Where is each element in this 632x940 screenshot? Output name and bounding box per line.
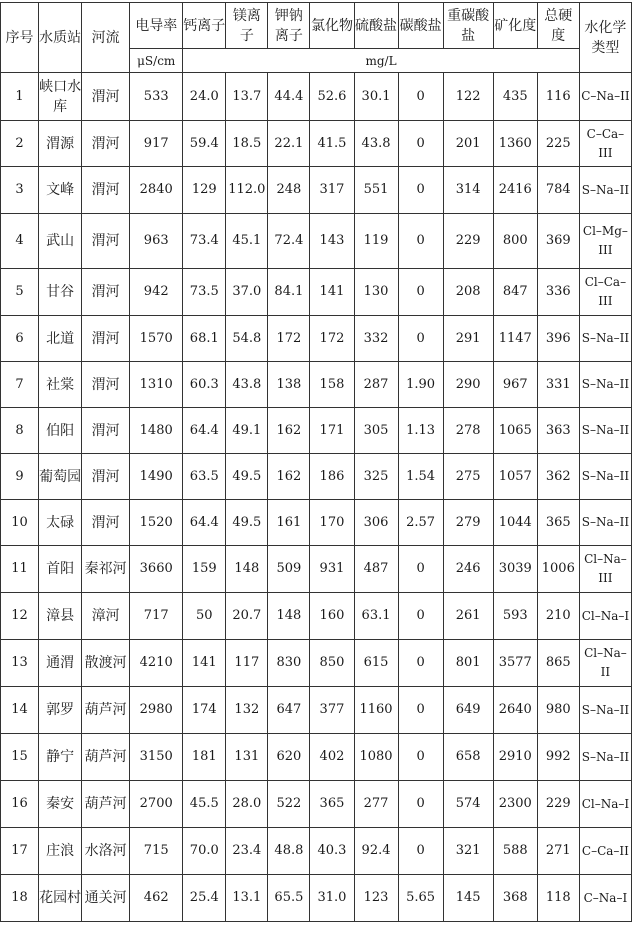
cell-magnesium: 148 [226,546,268,593]
cell-chem-type: Cl–Na–II [579,640,631,687]
cell-potassium-sodium: 84.1 [268,269,310,316]
cell-hardness: 116 [537,73,579,121]
cell-conductivity: 1310 [130,362,183,408]
cell-chloride: 31.0 [310,875,354,922]
header-hardness: 总硬度 [537,3,579,49]
cell-potassium-sodium: 22.1 [268,121,310,167]
cell-conductivity: 963 [130,214,183,269]
cell-no: 10 [1,500,39,546]
cell-chloride: 931 [310,546,354,593]
cell-no: 17 [1,828,39,875]
cell-chloride: 171 [310,408,354,454]
cell-chloride: 402 [310,734,354,781]
table-row [1,269,632,316]
cell-mineralization: 1360 [493,121,537,167]
table-row [1,167,632,214]
cell-station: 葡萄园 [39,454,82,500]
cell-river: 散渡河 [82,640,130,687]
cell-conductivity: 1570 [130,316,183,362]
cell-carbonate: 0 [398,167,443,214]
cell-hardness: 225 [537,121,579,167]
header-calcium: 钙离子 [183,3,226,49]
cell-hardness: 784 [537,167,579,214]
cell-potassium-sodium: 65.5 [268,875,310,922]
cell-chloride: 160 [310,593,354,640]
cell-conductivity: 462 [130,875,183,922]
table-row [1,454,632,500]
cell-potassium-sodium: 509 [268,546,310,593]
cell-hardness: 229 [537,781,579,828]
cell-mineralization: 2640 [493,687,537,734]
cell-station: 庄浪 [39,828,82,875]
cell-potassium-sodium: 148 [268,593,310,640]
cell-river: 漳河 [82,593,130,640]
cell-potassium-sodium: 72.4 [268,214,310,269]
cell-chem-type: Cl–Na–I [579,593,631,640]
cell-conductivity: 2700 [130,781,183,828]
cell-calcium: 64.4 [183,500,226,546]
cell-potassium-sodium: 48.8 [268,828,310,875]
cell-chem-type: C–Na–II [579,73,631,121]
cell-conductivity: 717 [130,593,183,640]
cell-station: 静宁 [39,734,82,781]
cell-mineralization: 3039 [493,546,537,593]
cell-chloride: 172 [310,316,354,362]
cell-river: 渭河 [82,500,130,546]
cell-magnesium: 18.5 [226,121,268,167]
cell-hardness: 396 [537,316,579,362]
cell-station: 郭罗 [39,687,82,734]
header-magnesium: 镁离子 [226,3,268,49]
cell-hardness: 369 [537,214,579,269]
cell-bicarbonate: 574 [443,781,493,828]
cell-bicarbonate: 801 [443,640,493,687]
cell-sulfate: 325 [354,454,398,500]
cell-river: 渭河 [82,316,130,362]
cell-mineralization: 1147 [493,316,537,362]
cell-chem-type: S–Na–II [579,687,631,734]
cell-carbonate: 0 [398,214,443,269]
header-river: 河流 [82,3,130,73]
cell-calcium: 50 [183,593,226,640]
cell-station: 武山 [39,214,82,269]
cell-chem-type: S–Na–II [579,454,631,500]
cell-mineralization: 368 [493,875,537,922]
cell-river: 通关河 [82,875,130,922]
header-chem-type: 水化学类型 [579,3,631,73]
cell-calcium: 60.3 [183,362,226,408]
cell-conductivity: 533 [130,73,183,121]
cell-calcium: 73.4 [183,214,226,269]
cell-hardness: 271 [537,828,579,875]
cell-chloride: 377 [310,687,354,734]
cell-hardness: 865 [537,640,579,687]
table-row [1,546,632,593]
cell-chloride: 850 [310,640,354,687]
cell-chem-type: Cl–Ca–III [579,269,631,316]
cell-conductivity: 1520 [130,500,183,546]
cell-calcium: 159 [183,546,226,593]
table-row [1,362,632,408]
cell-chloride: 40.3 [310,828,354,875]
cell-river: 渭河 [82,408,130,454]
header-sulfate: 硫酸盐 [354,3,398,49]
cell-no: 1 [1,73,39,121]
cell-conductivity: 715 [130,828,183,875]
table-row [1,875,632,922]
cell-no: 5 [1,269,39,316]
cell-no: 13 [1,640,39,687]
cell-carbonate: 0 [398,121,443,167]
cell-carbonate: 1.13 [398,408,443,454]
cell-chloride: 186 [310,454,354,500]
cell-magnesium: 49.5 [226,500,268,546]
cell-carbonate: 0 [398,734,443,781]
cell-magnesium: 13.7 [226,73,268,121]
cell-station: 文峰 [39,167,82,214]
cell-sulfate: 332 [354,316,398,362]
cell-magnesium: 28.0 [226,781,268,828]
cell-river: 渭河 [82,214,130,269]
cell-no: 9 [1,454,39,500]
cell-sulfate: 277 [354,781,398,828]
cell-station: 渭源 [39,121,82,167]
cell-potassium-sodium: 172 [268,316,310,362]
cell-magnesium: 131 [226,734,268,781]
water-quality-table [0,2,632,922]
cell-magnesium: 117 [226,640,268,687]
cell-mineralization: 1057 [493,454,537,500]
cell-hardness: 118 [537,875,579,922]
cell-river: 葫芦河 [82,781,130,828]
cell-calcium: 63.5 [183,454,226,500]
cell-sulfate: 287 [354,362,398,408]
cell-sulfate: 551 [354,167,398,214]
cell-calcium: 141 [183,640,226,687]
header-bicarbonate: 重碳酸盐 [443,3,493,49]
table-row [1,316,632,362]
cell-mineralization: 2910 [493,734,537,781]
cell-magnesium: 20.7 [226,593,268,640]
cell-sulfate: 487 [354,546,398,593]
cell-hardness: 1006 [537,546,579,593]
cell-potassium-sodium: 647 [268,687,310,734]
cell-magnesium: 54.8 [226,316,268,362]
cell-bicarbonate: 122 [443,73,493,121]
cell-sulfate: 92.4 [354,828,398,875]
cell-hardness: 210 [537,593,579,640]
cell-mineralization: 588 [493,828,537,875]
cell-conductivity: 3150 [130,734,183,781]
cell-chem-type: Cl–Na–III [579,546,631,593]
cell-sulfate: 1080 [354,734,398,781]
cell-station: 北道 [39,316,82,362]
cell-chem-type: Cl–Mg–III [579,214,631,269]
cell-carbonate: 0 [398,640,443,687]
cell-carbonate: 1.54 [398,454,443,500]
cell-calcium: 129 [183,167,226,214]
cell-carbonate: 1.90 [398,362,443,408]
cell-mineralization: 800 [493,214,537,269]
cell-conductivity: 4210 [130,640,183,687]
cell-mineralization: 435 [493,73,537,121]
cell-calcium: 174 [183,687,226,734]
cell-bicarbonate: 246 [443,546,493,593]
cell-calcium: 70.0 [183,828,226,875]
cell-mineralization: 847 [493,269,537,316]
cell-hardness: 363 [537,408,579,454]
cell-potassium-sodium: 138 [268,362,310,408]
cell-bicarbonate: 201 [443,121,493,167]
cell-magnesium: 49.1 [226,408,268,454]
cell-bicarbonate: 229 [443,214,493,269]
cell-hardness: 365 [537,500,579,546]
cell-bicarbonate: 279 [443,500,493,546]
cell-station: 甘谷 [39,269,82,316]
cell-sulfate: 30.1 [354,73,398,121]
cell-calcium: 25.4 [183,875,226,922]
table-row [1,828,632,875]
cell-bicarbonate: 275 [443,454,493,500]
cell-carbonate: 0 [398,781,443,828]
cell-conductivity: 2840 [130,167,183,214]
cell-conductivity: 3660 [130,546,183,593]
cell-station: 花园村 [39,875,82,922]
cell-sulfate: 130 [354,269,398,316]
cell-mineralization: 593 [493,593,537,640]
table-row [1,734,632,781]
cell-calcium: 68.1 [183,316,226,362]
cell-magnesium: 23.4 [226,828,268,875]
cell-river: 渭河 [82,269,130,316]
header-potassium-sodium: 钾钠离子 [268,3,310,49]
table-row [1,593,632,640]
cell-hardness: 992 [537,734,579,781]
cell-magnesium: 132 [226,687,268,734]
cell-river: 水洛河 [82,828,130,875]
cell-bicarbonate: 291 [443,316,493,362]
table-row [1,408,632,454]
cell-sulfate: 1160 [354,687,398,734]
table-row [1,781,632,828]
cell-calcium: 73.5 [183,269,226,316]
unit-conductivity: μS/cm [130,49,183,73]
cell-chloride: 52.6 [310,73,354,121]
cell-hardness: 331 [537,362,579,408]
cell-chloride: 41.5 [310,121,354,167]
cell-bicarbonate: 649 [443,687,493,734]
cell-potassium-sodium: 161 [268,500,310,546]
cell-chem-type: S–Na–II [579,167,631,214]
cell-station: 秦安 [39,781,82,828]
cell-potassium-sodium: 162 [268,454,310,500]
cell-river: 渭河 [82,454,130,500]
cell-mineralization: 967 [493,362,537,408]
cell-station: 通渭 [39,640,82,687]
cell-station: 社棠 [39,362,82,408]
cell-chloride: 365 [310,781,354,828]
cell-no: 16 [1,781,39,828]
cell-carbonate: 5.65 [398,875,443,922]
cell-bicarbonate: 145 [443,875,493,922]
cell-potassium-sodium: 44.4 [268,73,310,121]
table-row [1,687,632,734]
cell-calcium: 59.4 [183,121,226,167]
cell-station: 峡口水库 [39,73,82,121]
cell-station: 首阳 [39,546,82,593]
cell-bicarbonate: 314 [443,167,493,214]
table-row [1,500,632,546]
cell-carbonate: 0 [398,316,443,362]
cell-chloride: 143 [310,214,354,269]
cell-hardness: 980 [537,687,579,734]
cell-hardness: 336 [537,269,579,316]
header-carbonate: 碳酸盐 [398,3,443,49]
cell-sulfate: 615 [354,640,398,687]
cell-carbonate: 2.57 [398,500,443,546]
table-body [1,73,632,922]
cell-potassium-sodium: 522 [268,781,310,828]
cell-potassium-sodium: 248 [268,167,310,214]
cell-chem-type: Cl–Na–I [579,781,631,828]
cell-mineralization: 1044 [493,500,537,546]
table-row [1,640,632,687]
cell-potassium-sodium: 830 [268,640,310,687]
cell-carbonate: 0 [398,593,443,640]
cell-chem-type: S–Na–II [579,500,631,546]
cell-magnesium: 45.1 [226,214,268,269]
header-no: 序号 [1,3,39,73]
cell-no: 6 [1,316,39,362]
cell-chem-type: C–Ca–II [579,828,631,875]
cell-no: 8 [1,408,39,454]
cell-sulfate: 43.8 [354,121,398,167]
cell-river: 葫芦河 [82,734,130,781]
table-header [1,3,632,73]
cell-station: 太碌 [39,500,82,546]
cell-no: 15 [1,734,39,781]
cell-chloride: 141 [310,269,354,316]
cell-river: 渭河 [82,167,130,214]
cell-sulfate: 306 [354,500,398,546]
header-chloride: 氯化物 [310,3,354,49]
cell-chem-type: S–Na–II [579,408,631,454]
cell-mineralization: 1065 [493,408,537,454]
cell-river: 葫芦河 [82,687,130,734]
cell-no: 18 [1,875,39,922]
cell-bicarbonate: 278 [443,408,493,454]
cell-chem-type: C–Na–I [579,875,631,922]
cell-river: 秦祁河 [82,546,130,593]
cell-magnesium: 37.0 [226,269,268,316]
header-station: 水质站 [39,3,82,73]
cell-chloride: 317 [310,167,354,214]
header-mineralization: 矿化度 [493,3,537,49]
cell-magnesium: 43.8 [226,362,268,408]
cell-carbonate: 0 [398,687,443,734]
cell-carbonate: 0 [398,828,443,875]
cell-river: 渭河 [82,121,130,167]
cell-no: 3 [1,167,39,214]
cell-magnesium: 49.5 [226,454,268,500]
cell-river: 渭河 [82,362,130,408]
table-row [1,121,632,167]
cell-mineralization: 2300 [493,781,537,828]
cell-bicarbonate: 290 [443,362,493,408]
cell-chem-type: S–Na–II [579,316,631,362]
cell-chloride: 158 [310,362,354,408]
header-conductivity: 电导率 [130,3,183,49]
cell-calcium: 24.0 [183,73,226,121]
cell-mineralization: 3577 [493,640,537,687]
cell-station: 伯阳 [39,408,82,454]
cell-chem-type: C–Ca–III [579,121,631,167]
cell-chloride: 170 [310,500,354,546]
cell-hardness: 362 [537,454,579,500]
unit-mgl: mg/L [183,49,580,73]
cell-bicarbonate: 658 [443,734,493,781]
cell-sulfate: 123 [354,875,398,922]
cell-conductivity: 942 [130,269,183,316]
cell-potassium-sodium: 162 [268,408,310,454]
cell-station: 漳县 [39,593,82,640]
cell-conductivity: 2980 [130,687,183,734]
cell-river: 渭河 [82,73,130,121]
cell-carbonate: 0 [398,269,443,316]
cell-sulfate: 119 [354,214,398,269]
table-row [1,214,632,269]
cell-mineralization: 2416 [493,167,537,214]
cell-carbonate: 0 [398,73,443,121]
cell-magnesium: 13.1 [226,875,268,922]
cell-chem-type: S–Na–II [579,362,631,408]
cell-calcium: 45.5 [183,781,226,828]
cell-no: 4 [1,214,39,269]
cell-bicarbonate: 321 [443,828,493,875]
cell-sulfate: 63.1 [354,593,398,640]
cell-calcium: 181 [183,734,226,781]
cell-potassium-sodium: 620 [268,734,310,781]
cell-conductivity: 917 [130,121,183,167]
cell-conductivity: 1490 [130,454,183,500]
cell-calcium: 64.4 [183,408,226,454]
cell-bicarbonate: 261 [443,593,493,640]
cell-carbonate: 0 [398,546,443,593]
cell-no: 11 [1,546,39,593]
cell-conductivity: 1480 [130,408,183,454]
cell-bicarbonate: 208 [443,269,493,316]
cell-chem-type: S–Na–II [579,734,631,781]
cell-sulfate: 305 [354,408,398,454]
cell-no: 12 [1,593,39,640]
cell-no: 14 [1,687,39,734]
cell-no: 7 [1,362,39,408]
cell-no: 2 [1,121,39,167]
table-row [1,73,632,121]
cell-magnesium: 112.0 [226,167,268,214]
